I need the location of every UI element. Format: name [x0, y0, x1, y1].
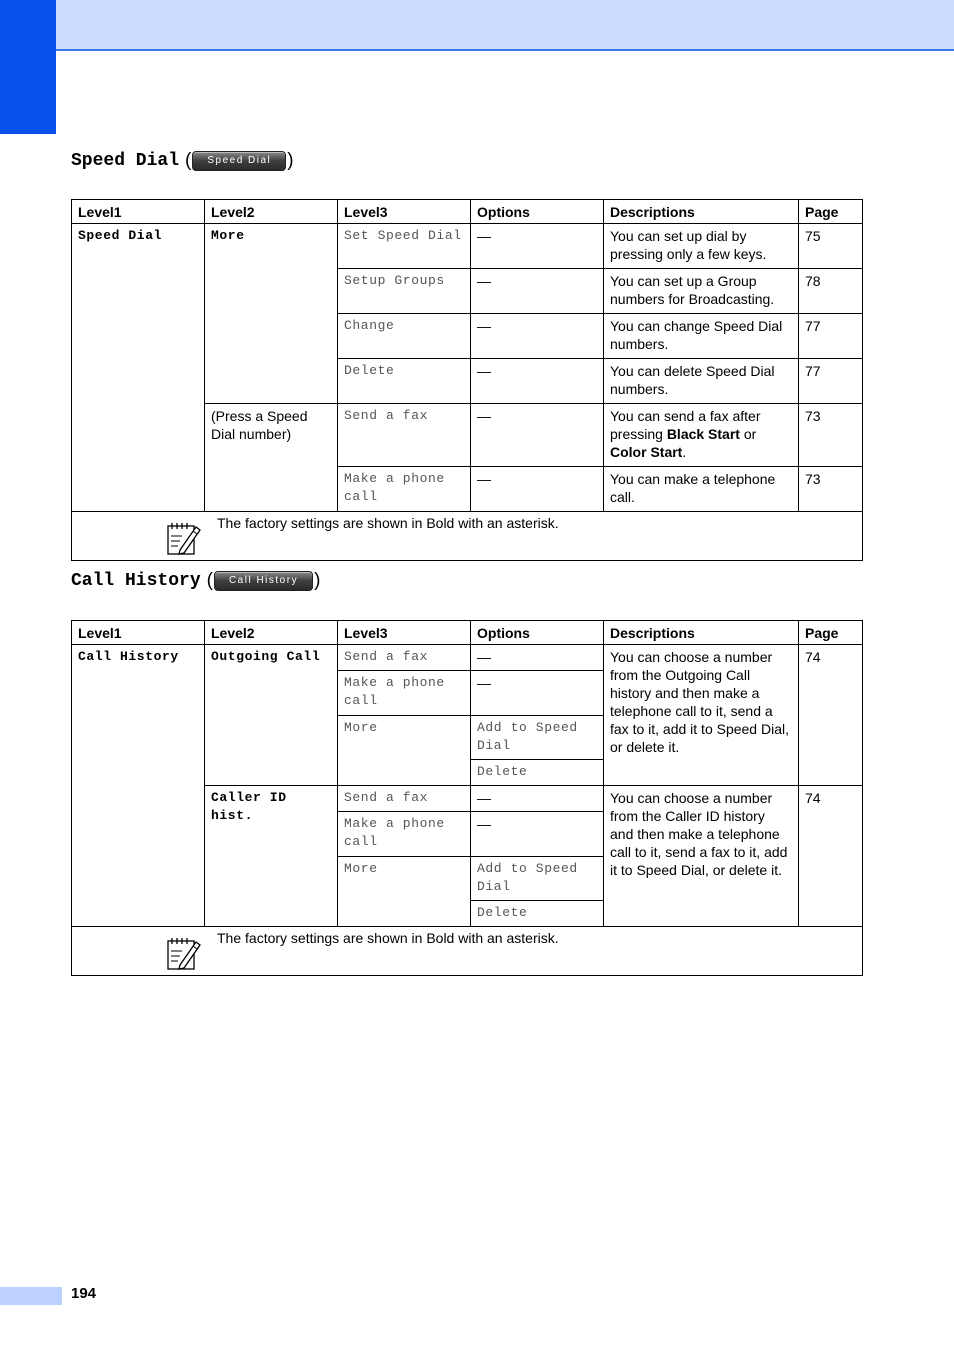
col-header: Page	[799, 200, 863, 224]
table-header-row	[72, 200, 863, 224]
description-cell: You can choose a number from the Outgoing Call history and then make a telephone call to it, send a fax to it, add it to Speed Dial, or delete it.	[604, 645, 799, 786]
col-header: Level2	[205, 200, 338, 224]
description-cell: You can set up a Group numbers for Broadcasting.	[604, 269, 799, 314]
note-cell	[72, 927, 863, 976]
description-cell: You can choose a number from the Caller ID history and then make a telephone call to it, send a fax to it, add it to Speed Dial, or delete it.	[604, 786, 799, 927]
speed-dial-table	[71, 199, 863, 561]
page-number: 194	[71, 1285, 97, 1302]
page-cell: 73	[799, 467, 863, 512]
level3-cell: Change	[338, 314, 471, 359]
col-header: Descriptions	[604, 621, 799, 645]
col-header: Level3	[338, 200, 471, 224]
col-header: Descriptions	[604, 200, 799, 224]
note-row	[72, 927, 863, 976]
option-cell: Add to Speed Dial	[471, 857, 604, 901]
col-header: Level3	[338, 621, 471, 645]
desc-text: .	[682, 444, 687, 460]
level1-cell: Speed Dial	[72, 224, 205, 512]
col-header: Level1	[72, 621, 205, 645]
option-cell: —	[471, 645, 604, 671]
page-cell: 78	[799, 269, 863, 314]
chapter-tab	[0, 0, 56, 134]
page-cell: 77	[799, 314, 863, 359]
note-row	[72, 512, 863, 561]
col-header: Level1	[72, 200, 205, 224]
color-start-key: Color Start	[610, 444, 683, 460]
speed-dial-title	[71, 150, 294, 172]
level3-cell: More	[338, 716, 471, 786]
option-cell: —	[471, 404, 604, 467]
col-header: Level2	[205, 621, 338, 645]
option-cell: —	[471, 467, 604, 512]
level3-cell: More	[338, 857, 471, 927]
option-cell: —	[471, 786, 604, 812]
col-header: Page	[799, 621, 863, 645]
level3-cell: Send a fax	[338, 404, 471, 467]
page-cell: 73	[799, 404, 863, 467]
page-cell: 75	[799, 224, 863, 269]
level3-cell: Delete	[338, 359, 471, 404]
level2-cell: Caller ID hist.	[205, 786, 338, 927]
page-cell: 74	[799, 645, 863, 786]
level3-cell: Make a phone call	[338, 467, 471, 512]
level3-cell: Send a fax	[338, 645, 471, 671]
option-cell: —	[471, 671, 604, 716]
page-cell: 74	[799, 786, 863, 927]
header-band	[0, 0, 954, 51]
paren-open: (	[185, 150, 192, 171]
option-cell: Delete	[471, 901, 604, 927]
option-cell: —	[471, 812, 604, 857]
note-text: The factory settings are shown in Bold with an asterisk.	[217, 930, 559, 946]
option-cell: —	[471, 314, 604, 359]
option-cell: —	[471, 224, 604, 269]
desc-text: or	[739, 426, 757, 442]
call-history-table	[71, 620, 863, 976]
note-text: The factory settings are shown in Bold with an asterisk.	[217, 515, 559, 531]
note-cell	[72, 512, 863, 561]
description-cell: You can delete Speed Dial numbers.	[604, 359, 799, 404]
note-pencil-icon	[166, 520, 202, 556]
call-history-title	[71, 570, 320, 592]
level2-cell: (Press a Speed Dial number)	[205, 404, 338, 512]
level3-cell: Make a phone call	[338, 812, 471, 857]
col-header: Options	[471, 200, 604, 224]
paren-close: )	[314, 570, 321, 591]
description-cell	[604, 404, 799, 467]
section-title-text: Speed Dial	[71, 151, 180, 171]
description-cell: You can change Speed Dial numbers.	[604, 314, 799, 359]
description-cell: You can make a telephone call.	[604, 467, 799, 512]
level3-cell: Send a fax	[338, 786, 471, 812]
page-number-tab	[0, 1287, 62, 1305]
option-cell: Add to Speed Dial	[471, 716, 604, 760]
page-cell: 77	[799, 359, 863, 404]
note-pencil-icon	[166, 935, 202, 971]
level3-cell: Setup Groups	[338, 269, 471, 314]
option-cell: —	[471, 359, 604, 404]
option-cell: Delete	[471, 760, 604, 786]
table-row	[72, 224, 863, 269]
call-history-key-icon: Call History	[214, 571, 313, 591]
paren-open: (	[206, 570, 213, 591]
level2-cell: More	[205, 224, 338, 404]
level3-cell: Set Speed Dial	[338, 224, 471, 269]
desc-text: You can send a fax after pressing	[610, 408, 761, 442]
section-title-text: Call History	[71, 571, 201, 591]
paren-close: )	[287, 150, 294, 171]
option-cell: —	[471, 269, 604, 314]
description-cell: You can set up dial by pressing only a few keys.	[604, 224, 799, 269]
black-start-key: Black Start	[666, 426, 740, 442]
table-header-row	[72, 621, 863, 645]
table-row	[72, 645, 863, 671]
level2-cell: Outgoing Call	[205, 645, 338, 786]
level1-cell: Call History	[72, 645, 205, 927]
col-header: Options	[471, 621, 604, 645]
speed-dial-key-icon: Speed Dial	[192, 151, 286, 171]
level3-cell: Make a phone call	[338, 671, 471, 716]
